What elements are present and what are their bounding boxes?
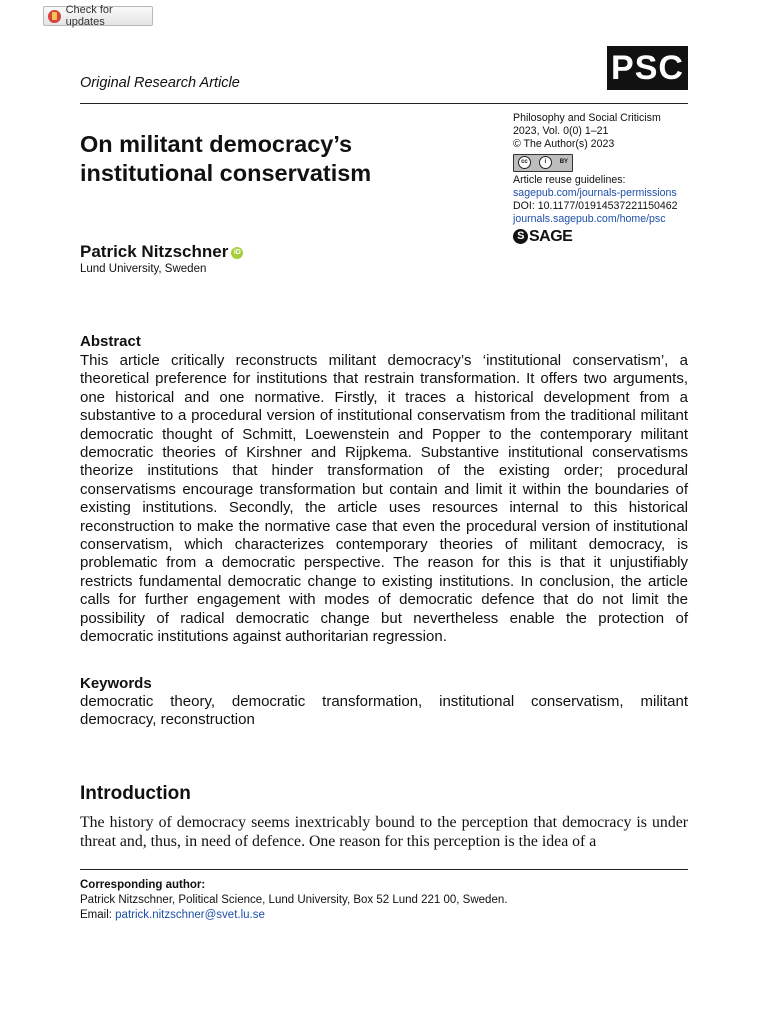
email-label: Email:	[80, 909, 116, 921]
article-title: On militant democracy’s institutional conservatism	[80, 131, 372, 186]
article-type: Original Research Article	[80, 75, 240, 91]
journal-name: Philosophy and Social Criticism	[513, 112, 661, 124]
by-label: BY	[559, 159, 569, 166]
email-link[interactable]: patrick.nitzschner@svet.lu.se	[115, 909, 265, 921]
copyright-notice: © The Author(s) 2023	[513, 138, 615, 151]
abstract-heading: Abstract	[80, 333, 141, 350]
check-for-updates-label: Check for updates	[65, 4, 113, 28]
keywords-heading: Keywords	[80, 675, 152, 692]
footer-divider	[80, 869, 688, 870]
sage-wordmark: SAGE	[529, 228, 573, 246]
reuse-guidelines-label: Article reuse guidelines:	[513, 173, 626, 186]
cc-icon: cc	[518, 156, 531, 169]
author-name-text: Patrick Nitzschner	[80, 242, 229, 261]
check-for-updates-button[interactable]	[43, 6, 153, 26]
author-affiliation: Lund University, Sweden	[80, 263, 207, 275]
sage-s-icon: S	[513, 229, 528, 244]
journal-home-link[interactable]: journals.sagepub.com/home/psc	[513, 213, 666, 226]
corresponding-author-email-line	[80, 909, 265, 921]
doi: DOI: 10.1177/01914537221150462	[513, 200, 678, 213]
author-name	[80, 242, 243, 262]
journal-info-block	[513, 112, 713, 244]
sage-logo	[513, 229, 713, 244]
attribution-icon: i	[539, 156, 552, 169]
update-badge-icon	[48, 10, 61, 23]
journal-volume: 2023, Vol. 0(0) 1–21	[513, 125, 609, 138]
journal-logo: PSC	[607, 46, 688, 90]
reuse-guidelines-link[interactable]: sagepub.com/journals-permissions	[513, 186, 677, 199]
corresponding-author-address: Patrick Nitzschner, Political Science, Lund University, Box 52 Lund 221 00, Sweden.	[80, 894, 508, 906]
abstract-text: This article critically reconstructs militant democracy’s ‘institutional conservatism’, a theoretical preference for institutions that restrain transformation. It offers two arguments, one historical and one normative. Firstly, it traces a historical development from a substantive to a procedural version of institutional conservatism from the traditional militant democratic thought of Schmitt, Loewenstein and Popper to the contemporary militant democratic theories of Kirshner and Rijpkema. Substantive institutional conservatisms theorize institutions that hinder transformation of the existing order; procedural conservatisms encourage transformation but contain and limit it within the boundaries of existing institutions. Secondly, the article uses resources internal to this historical reconstruction to make the normative case that even the procedural version of institutional conservatism, which characterizes contemporary theories of militant democracy, is problematic from a democratic perspective. The reason for this is that it unjustifiably restricts fundamental democratic change to existing institutions. In conclusion, the article calls for further engagement with modes of democratic defence that do not limit the possibility of radical democratic change but nevertheless enable the protection of democratic institutions against authoritarian regression.	[80, 352, 688, 646]
header-divider	[80, 103, 688, 104]
introduction-text: The history of democracy seems inextricably bound to the perception that democracy is under threat and, thus, in need of defence. One reason for this perception is the idea of a	[80, 814, 688, 850]
corresponding-author-label: Corresponding author:	[80, 879, 206, 891]
cc-by-license-icon[interactable]	[513, 154, 573, 172]
introduction-heading: Introduction	[80, 783, 191, 804]
orcid-icon[interactable]: iD	[231, 247, 243, 259]
keywords-text: democratic theory, democratic transformation, institutional conservatism, militant democracy, reconstruction	[80, 693, 688, 729]
